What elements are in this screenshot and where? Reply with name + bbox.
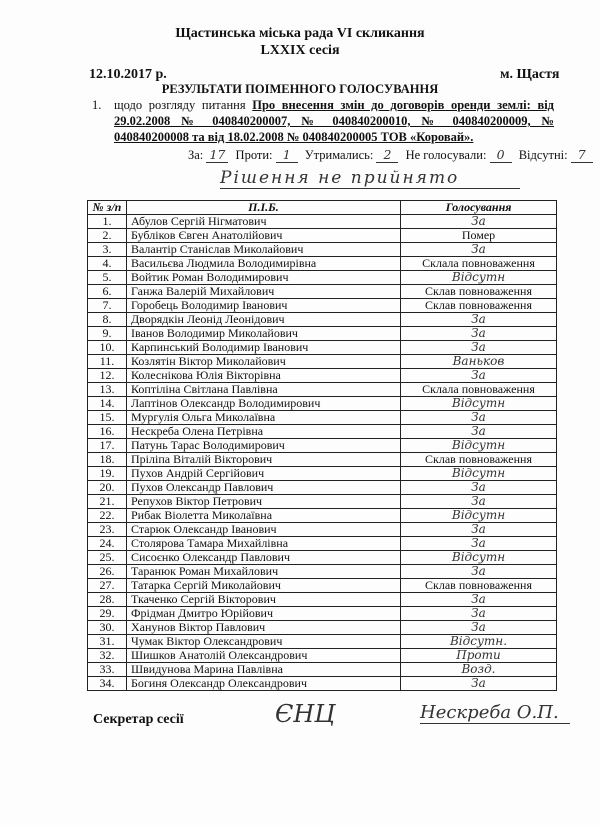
row-number: 31. <box>88 635 127 649</box>
table-row <box>88 523 557 537</box>
table-row <box>88 649 557 663</box>
member-name: Швидунова Марина Павлівна <box>127 663 401 677</box>
row-number: 1. <box>88 215 127 229</box>
row-number: 29. <box>88 607 127 621</box>
not-voted-label: Не голосували: <box>405 148 487 162</box>
table-row <box>88 621 557 635</box>
vote-value: Відсутн <box>401 467 557 481</box>
row-number: 4. <box>88 257 127 271</box>
vote-value: За <box>401 481 557 495</box>
vote-value: Склала повноваження <box>401 383 557 397</box>
vote-value: Ваньков <box>401 355 557 369</box>
member-name: Іванов Володимир Миколайович <box>127 327 401 341</box>
row-number: 21. <box>88 495 127 509</box>
member-name: Мургулія Ольга Миколаївна <box>127 411 401 425</box>
row-number: 6. <box>88 285 127 299</box>
vote-value: Проти <box>401 649 557 663</box>
vote-value: За <box>401 593 557 607</box>
member-name: Рибак Віолетта Миколаївна <box>127 509 401 523</box>
header-name: П.І.Б. <box>127 201 401 215</box>
secretary-label: Секретар сесії <box>93 712 184 727</box>
table-row <box>88 467 557 481</box>
decision-handwritten: Рішення не прийнято <box>220 168 520 189</box>
absent-label: Відсутні: <box>518 148 568 162</box>
row-number: 3. <box>88 243 127 257</box>
vote-value: За <box>401 523 557 537</box>
member-name: Нескреба Олена Петрівна <box>127 425 401 439</box>
session-name: LXXIX сесія <box>260 43 340 58</box>
table-row <box>88 341 557 355</box>
vote-value: Склав повноваження <box>401 299 557 313</box>
row-number: 27. <box>88 579 127 593</box>
vote-value: За <box>401 495 557 509</box>
secretary-signature: ЄНЦ <box>275 700 336 728</box>
vote-value: За <box>401 215 557 229</box>
member-name: Абулов Сергій Нігматович <box>127 215 401 229</box>
secretary-name-handwritten: Нескреба О.П. <box>420 702 570 724</box>
table-row <box>88 243 557 257</box>
vote-value: За <box>401 537 557 551</box>
table-row <box>88 425 557 439</box>
member-name: Фрідман Дмитро Юрійович <box>127 607 401 621</box>
table-row <box>88 509 557 523</box>
document-title: РЕЗУЛЬТАТИ ПОІМЕННОГО ГОЛОСУВАННЯ <box>161 82 439 96</box>
table-row <box>88 355 557 369</box>
member-name: Репухов Віктор Петрович <box>127 495 401 509</box>
row-number: 5. <box>88 271 127 285</box>
member-name: Колеснікова Юлія Вікторівна <box>127 369 401 383</box>
member-name: Ганжа Валерій Михайлович <box>127 285 401 299</box>
table-row <box>88 481 557 495</box>
table-row <box>88 215 557 229</box>
member-name: Ткаченко Сергій Вікторович <box>127 593 401 607</box>
row-number: 12. <box>88 369 127 383</box>
vote-value: За <box>401 425 557 439</box>
row-number: 25. <box>88 551 127 565</box>
member-name: Сисоєнко Олександр Павлович <box>127 551 401 565</box>
member-name: Богиня Олександр Олександрович <box>127 677 401 691</box>
table-row <box>88 593 557 607</box>
agenda-item <box>92 97 554 145</box>
absent-count: 7 <box>571 147 593 163</box>
row-number: 17. <box>88 439 127 453</box>
header-vote: Голосування <box>401 201 557 215</box>
item-prefix: щодо розгляду питання <box>114 98 253 112</box>
vote-value: Відсутн <box>401 397 557 411</box>
table-row <box>88 663 557 677</box>
vote-value: За <box>401 621 557 635</box>
table-row <box>88 271 557 285</box>
vote-value: Склав повноваження <box>401 285 557 299</box>
table-row <box>88 565 557 579</box>
table-row <box>88 313 557 327</box>
vote-value: Відсутн <box>401 551 557 565</box>
table-row <box>88 257 557 271</box>
member-name: Столярова Тамара Михайлівна <box>127 537 401 551</box>
member-name: Таранюк Роман Михайлович <box>127 565 401 579</box>
row-number: 22. <box>88 509 127 523</box>
member-name: Чумак Віктор Олександрович <box>127 635 401 649</box>
row-number: 26. <box>88 565 127 579</box>
row-number: 33. <box>88 663 127 677</box>
table-row <box>88 537 557 551</box>
table-row <box>88 579 557 593</box>
table-row <box>88 439 557 453</box>
vote-value: Возд. <box>401 663 557 677</box>
vote-value: За <box>401 565 557 579</box>
row-number: 28. <box>88 593 127 607</box>
table-row <box>88 383 557 397</box>
table-row <box>88 327 557 341</box>
vote-value: За <box>401 677 557 691</box>
member-name: Ханунов Віктор Павлович <box>127 621 401 635</box>
member-name: Старюк Олександр Іванович <box>127 523 401 537</box>
vote-value: За <box>401 243 557 257</box>
item-subject: Про внесення змін до договорів оренди землі: від 29.02.2008 № 040840200007, № 040840200010, № 040840200009, № 040840200008 та від 18.02.2008 № 040840200005 ТОВ «Коровай». <box>114 98 554 144</box>
member-name: Пріліпа Віталій Вікторович <box>127 453 401 467</box>
row-number: 16. <box>88 425 127 439</box>
member-name: Бубліков Євген Анатолійович <box>127 229 401 243</box>
vote-value: За <box>401 369 557 383</box>
abstained-count: 2 <box>376 147 398 163</box>
table-row <box>88 551 557 565</box>
vote-value: Помер <box>401 229 557 243</box>
member-name: Патунь Тарас Володимирович <box>127 439 401 453</box>
row-number: 24. <box>88 537 127 551</box>
member-name: Войтик Роман Володимирович <box>127 271 401 285</box>
row-number: 7. <box>88 299 127 313</box>
table-row <box>88 299 557 313</box>
vote-value: Відсутн <box>401 271 557 285</box>
vote-value: За <box>401 411 557 425</box>
row-number: 15. <box>88 411 127 425</box>
member-name: Горобець Володимир Іванович <box>127 299 401 313</box>
member-name: Коптіліна Світлана Павлівна <box>127 383 401 397</box>
member-name: Шишков Анатолій Олександрович <box>127 649 401 663</box>
table-row <box>88 411 557 425</box>
member-name: Пухов Олександр Павлович <box>127 481 401 495</box>
row-number: 10. <box>88 341 127 355</box>
row-number: 9. <box>88 327 127 341</box>
table-header-row <box>88 201 557 215</box>
for-count: 17 <box>206 147 228 163</box>
member-name: Пухов Андрій Сергійович <box>127 467 401 481</box>
table-row <box>88 285 557 299</box>
city: м. Щастя <box>500 67 560 82</box>
row-number: 8. <box>88 313 127 327</box>
council-name: Щастинська міська рада VI скликання <box>175 26 425 41</box>
table-row <box>88 635 557 649</box>
row-number: 30. <box>88 621 127 635</box>
vote-value: За <box>401 341 557 355</box>
member-name: Козлятін Віктор Миколайович <box>127 355 401 369</box>
row-number: 11. <box>88 355 127 369</box>
header-number: № з/п <box>88 201 127 215</box>
member-name: Карпинський Володимир Іванович <box>127 341 401 355</box>
table-row <box>88 369 557 383</box>
vote-value: Відсутн. <box>401 635 557 649</box>
vote-value: За <box>401 327 557 341</box>
row-number: 14. <box>88 397 127 411</box>
table-row <box>88 495 557 509</box>
member-name: Валантір Станіслав Миколайович <box>127 243 401 257</box>
not-voted-count: 0 <box>490 147 512 163</box>
vote-value: Відсутн <box>401 509 557 523</box>
row-number: 23. <box>88 523 127 537</box>
row-number: 13. <box>88 383 127 397</box>
against-label: Проти: <box>235 148 273 162</box>
item-number: 1. <box>92 98 102 112</box>
vote-value: Склала повноваження <box>401 257 557 271</box>
row-number: 19. <box>88 467 127 481</box>
against-count: 1 <box>276 147 298 163</box>
vote-value: За <box>401 313 557 327</box>
member-name: Васильєва Людмила Володимирівна <box>127 257 401 271</box>
session-date: 12.10.2017 р. <box>89 67 167 82</box>
table-row <box>88 677 557 691</box>
row-number: 34. <box>88 677 127 691</box>
row-number: 2. <box>88 229 127 243</box>
vote-counts <box>188 147 597 163</box>
vote-value: Відсутн <box>401 439 557 453</box>
vote-value: За <box>401 607 557 621</box>
row-number: 32. <box>88 649 127 663</box>
table-row <box>88 397 557 411</box>
row-number: 18. <box>88 453 127 467</box>
table-row <box>88 229 557 243</box>
table-row <box>88 453 557 467</box>
vote-value: Склав повноваження <box>401 453 557 467</box>
member-name: Дворядкін Леонід Леонідович <box>127 313 401 327</box>
member-name: Лаптінов Олександр Володимирович <box>127 397 401 411</box>
for-label: За: <box>188 148 204 162</box>
table-row <box>88 607 557 621</box>
member-name: Татарка Сергій Миколайович <box>127 579 401 593</box>
abstained-label: Утримались: <box>304 148 374 162</box>
row-number: 20. <box>88 481 127 495</box>
vote-value: Склав повноваження <box>401 579 557 593</box>
vote-table <box>87 200 557 691</box>
